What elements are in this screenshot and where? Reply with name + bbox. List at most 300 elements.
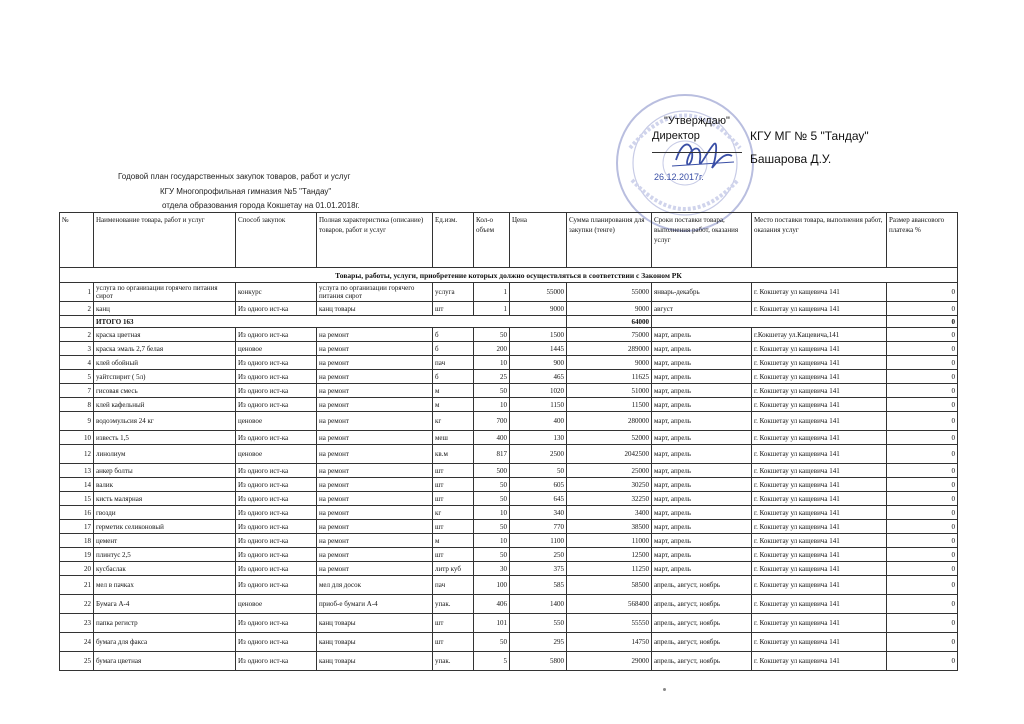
table-cell: 16 <box>60 506 94 520</box>
signature-line <box>652 152 742 153</box>
table-cell: г. Кокшетау ул кащевича 141 <box>752 614 887 633</box>
table-cell: шт <box>433 520 474 534</box>
table-row <box>60 506 958 520</box>
table-cell: Из одного ист-ка <box>236 398 317 412</box>
table-cell: апрель, август, ноябрь <box>652 595 752 614</box>
table-cell: март, апрель <box>652 548 752 562</box>
table-cell: 15 <box>60 492 94 506</box>
table-cell: на ремонт <box>317 548 433 562</box>
table-cell: 0 <box>887 534 958 548</box>
table-cell: 25 <box>60 652 94 671</box>
column-header: Ед.изм. <box>433 213 474 268</box>
table-cell: на ремонт <box>317 328 433 342</box>
table-cell: 30250 <box>567 478 652 492</box>
table-cell: Из одного ист-ка <box>236 534 317 548</box>
table-row <box>60 445 958 464</box>
table-cell: 585 <box>510 576 567 595</box>
table-cell: 568400 <box>567 595 652 614</box>
plan-title-line3: отдела образования города Кокшетау на 01.01.2018г. <box>162 201 360 210</box>
table-cell: 8 <box>60 398 94 412</box>
table-row <box>60 328 958 342</box>
table-cell: 29000 <box>567 652 652 671</box>
table-cell: 10 <box>474 534 510 548</box>
column-header: Способ закупок <box>236 213 317 268</box>
table-cell: март, апрель <box>652 534 752 548</box>
table-cell: пач <box>433 576 474 595</box>
table-cell: на ремонт <box>317 412 433 431</box>
column-header: № <box>60 213 94 268</box>
table-cell: 0 <box>887 283 958 302</box>
table-cell: 23 <box>60 614 94 633</box>
table-cell: 13 <box>60 464 94 478</box>
table-cell: Из одного ист-ка <box>236 464 317 478</box>
table-cell: Из одного ист-ка <box>236 562 317 576</box>
table-row <box>60 633 958 652</box>
table-cell: г. Кокшетау ул кащевича 141 <box>752 370 887 384</box>
table-cell: канц товары <box>317 302 433 316</box>
approval-heading: "Утверждаю" <box>664 115 730 127</box>
table-cell: 0 <box>887 492 958 506</box>
table-row <box>60 548 958 562</box>
table-cell: 295 <box>510 633 567 652</box>
table-cell: папка регистр <box>94 614 236 633</box>
column-header: Полная характеристика (описание) товаров, работ и услуг <box>317 213 433 268</box>
table-cell: на ремонт <box>317 562 433 576</box>
table-cell: г. Кокшетау ул кащевича 141 <box>752 431 887 445</box>
table-cell: г. Кокшетау ул кащевича 141 <box>752 492 887 506</box>
table-cell: 18 <box>60 534 94 548</box>
table-cell: март, апрель <box>652 370 752 384</box>
table-cell: апрель, август, ноябрь <box>652 633 752 652</box>
table-cell: Из одного ист-ка <box>236 633 317 652</box>
table-cell: 0 <box>887 576 958 595</box>
table-cell: 50 <box>474 520 510 534</box>
table-cell: 19 <box>60 548 94 562</box>
table-cell: шт <box>433 633 474 652</box>
table-cell: 500 <box>474 464 510 478</box>
table-row <box>60 283 958 302</box>
column-header: Размер авансового платежа % <box>887 213 958 268</box>
table-cell: 0 <box>887 520 958 534</box>
table-cell: на ремонт <box>317 478 433 492</box>
table-cell: 55000 <box>510 283 567 302</box>
table-cell: 0 <box>887 398 958 412</box>
table-cell: валик <box>94 478 236 492</box>
table-cell: 10 <box>474 506 510 520</box>
table-cell: м <box>433 384 474 398</box>
table-cell: 52000 <box>567 431 652 445</box>
table-cell: 1500 <box>510 328 567 342</box>
table-cell: г. Кокшетау ул кащевича 141 <box>752 652 887 671</box>
table-cell: март, апрель <box>652 478 752 492</box>
table-cell: ценовое <box>236 595 317 614</box>
table-cell: 340 <box>510 506 567 520</box>
table-cell: упак. <box>433 652 474 671</box>
table-cell: 10 <box>60 431 94 445</box>
table-row <box>60 370 958 384</box>
column-header: Кол-о объем <box>474 213 510 268</box>
table-cell: конкурс <box>236 283 317 302</box>
table-cell: 1150 <box>510 398 567 412</box>
table-cell: услуга по организации горячего питания сирот <box>94 283 236 302</box>
column-header: Сроки поставки товара, выполнения работ, оказания услуг <box>652 213 752 268</box>
table-cell: бумага для факса <box>94 633 236 652</box>
table-body <box>60 268 958 671</box>
table-cell: 11500 <box>567 398 652 412</box>
table-cell: 17 <box>60 520 94 534</box>
table-cell: Из одного ист-ка <box>236 520 317 534</box>
table-cell: 0 <box>887 384 958 398</box>
table-cell: 10 <box>474 356 510 370</box>
table-cell: услуга по организации горячего питания сирот <box>317 283 433 302</box>
table-cell: гвозди <box>94 506 236 520</box>
table-cell: г. Кокшетау ул кащевича 141 <box>752 576 887 595</box>
table-cell: 9000 <box>510 302 567 316</box>
table-cell: 20 <box>60 562 94 576</box>
table-cell: канц товары <box>317 614 433 633</box>
table-cell: шт <box>433 478 474 492</box>
table-cell: 406 <box>474 595 510 614</box>
table-cell: г. Кокшетау ул кащевича 141 <box>752 398 887 412</box>
table-cell: Из одного ист-ка <box>236 478 317 492</box>
section-title: Товары, работы, услуги, приобретение которых должно осуществляться в соответствии с Законом РК <box>60 268 958 283</box>
table-cell: март, апрель <box>652 328 752 342</box>
table-cell: Из одного ист-ка <box>236 302 317 316</box>
table-cell: 0 <box>887 412 958 431</box>
table-cell: на ремонт <box>317 464 433 478</box>
table-cell: 9 <box>60 412 94 431</box>
table-cell: упак. <box>433 595 474 614</box>
table-row <box>60 614 958 633</box>
table-cell: 14750 <box>567 633 652 652</box>
table-cell: г. Кокшетау ул кащевича 141 <box>752 356 887 370</box>
table-cell: 550 <box>510 614 567 633</box>
table-cell: шт <box>433 614 474 633</box>
table-cell: 12500 <box>567 548 652 562</box>
table-cell: 1445 <box>510 342 567 356</box>
approval-date: 26.12.2017г. <box>654 172 704 182</box>
table-cell: Из одного ист-ка <box>236 356 317 370</box>
table-cell: канц <box>94 302 236 316</box>
table-cell: 25 <box>474 370 510 384</box>
table-cell: кв.м <box>433 445 474 464</box>
procurement-plan-table <box>59 212 958 671</box>
table-cell: 0 <box>887 445 958 464</box>
table-cell: Из одного ист-ка <box>236 548 317 562</box>
table-cell: герметик селиконовый <box>94 520 236 534</box>
table-cell: м <box>433 534 474 548</box>
table-cell: 0 <box>887 342 958 356</box>
table-row <box>60 464 958 478</box>
table-cell: канц товары <box>317 633 433 652</box>
column-header: Наименование товара, работ и услуг <box>94 213 236 268</box>
table-cell: 250 <box>510 548 567 562</box>
table-cell: на ремонт <box>317 506 433 520</box>
table-row <box>60 595 958 614</box>
table-cell: г. Кокшетау ул кащевича 141 <box>752 445 887 464</box>
table-cell: январь-декабрь <box>652 283 752 302</box>
table-cell: 50 <box>474 328 510 342</box>
table-cell: г. Кокшетау ул кащевича 141 <box>752 506 887 520</box>
total-cell <box>60 316 94 328</box>
table-cell: Из одного ист-ка <box>236 652 317 671</box>
table-cell: 0 <box>887 506 958 520</box>
table-cell: март, апрель <box>652 445 752 464</box>
column-header: Цена <box>510 213 567 268</box>
table-cell: 75000 <box>567 328 652 342</box>
table-row <box>60 520 958 534</box>
table-cell: уайтспирит ( 5л) <box>94 370 236 384</box>
table-cell: гисовая смесь <box>94 384 236 398</box>
table-cell: 9000 <box>567 356 652 370</box>
table-cell: 0 <box>887 562 958 576</box>
table-cell: 0 <box>887 548 958 562</box>
table-cell: г. Кокшетау ул кащевича 141 <box>752 562 887 576</box>
table-cell: Из одного ист-ка <box>236 576 317 595</box>
table-cell: Из одного ист-ка <box>236 614 317 633</box>
column-header: Сумма планирования для закупки (тенге) <box>567 213 652 268</box>
table-cell: март, апрель <box>652 506 752 520</box>
table-cell: 400 <box>474 431 510 445</box>
table-cell: 130 <box>510 431 567 445</box>
table-cell: Из одного ист-ка <box>236 328 317 342</box>
table-cell: 0 <box>887 328 958 342</box>
total-cell: 0 <box>887 316 958 328</box>
table-cell: 0 <box>887 652 958 671</box>
table-cell: 1020 <box>510 384 567 398</box>
table-cell: 5800 <box>510 652 567 671</box>
table-cell: март, апрель <box>652 342 752 356</box>
table-cell: март, апрель <box>652 464 752 478</box>
table-cell: 100 <box>474 576 510 595</box>
table-cell: анкер болты <box>94 464 236 478</box>
table-row <box>60 576 958 595</box>
table-cell: г. Кокшетау ул кащевича 141 <box>752 548 887 562</box>
table-cell: кисть малярная <box>94 492 236 506</box>
table-cell: 0 <box>887 633 958 652</box>
table-cell: г. Кокшетау ул кащевича 141 <box>752 283 887 302</box>
table-cell: г. Кокшетау ул кащевича 141 <box>752 534 887 548</box>
table-cell: 605 <box>510 478 567 492</box>
table-cell: 50 <box>474 384 510 398</box>
table-cell: 11625 <box>567 370 652 384</box>
table-cell: март, апрель <box>652 492 752 506</box>
approval-org: КГУ МГ № 5 "Тандау" <box>750 129 869 143</box>
table-cell: услуга <box>433 283 474 302</box>
table-cell: на ремонт <box>317 342 433 356</box>
table-row <box>60 652 958 671</box>
table-cell: 7 <box>60 384 94 398</box>
approval-role: Директор <box>652 130 700 142</box>
table-cell: 2 <box>60 328 94 342</box>
table-cell: на ремонт <box>317 384 433 398</box>
table-cell: 375 <box>510 562 567 576</box>
table-cell: клей кафельный <box>94 398 236 412</box>
section-row <box>60 268 958 283</box>
table-cell: 2 <box>60 302 94 316</box>
table-cell: известь 1,5 <box>94 431 236 445</box>
table-cell: меш <box>433 431 474 445</box>
table-row <box>60 492 958 506</box>
table-cell: г. Кокшетау ул кащевича 141 <box>752 342 887 356</box>
table-cell: 3400 <box>567 506 652 520</box>
table-cell: краска цветная <box>94 328 236 342</box>
table-cell: 38500 <box>567 520 652 534</box>
table-cell: 50 <box>474 492 510 506</box>
table-cell: на ремонт <box>317 356 433 370</box>
table-cell: б <box>433 342 474 356</box>
total-cell: 64000 <box>567 316 652 328</box>
table-cell: б <box>433 328 474 342</box>
scan-dot <box>663 688 666 691</box>
table-cell: ценовое <box>236 445 317 464</box>
table-row <box>60 412 958 431</box>
table-cell: 1 <box>474 302 510 316</box>
table-cell: 12 <box>60 445 94 464</box>
table-cell: 200 <box>474 342 510 356</box>
table-cell: канц товары <box>317 652 433 671</box>
table-cell: литр куб <box>433 562 474 576</box>
table-row <box>60 534 958 548</box>
table-cell: ценовое <box>236 342 317 356</box>
table-cell: пач <box>433 356 474 370</box>
table-cell: 0 <box>887 431 958 445</box>
table-cell: 1100 <box>510 534 567 548</box>
table-cell: 51000 <box>567 384 652 398</box>
table-cell: 0 <box>887 302 958 316</box>
total-cell <box>652 316 887 328</box>
table-cell: г. Кокшетау ул кащевича 141 <box>752 520 887 534</box>
table-row <box>60 384 958 398</box>
table-cell: шт <box>433 464 474 478</box>
table-cell: 21 <box>60 576 94 595</box>
table-cell: 14 <box>60 478 94 492</box>
table-cell: 289000 <box>567 342 652 356</box>
table-cell: 101 <box>474 614 510 633</box>
table-cell: 1 <box>60 283 94 302</box>
table-cell: апрель, август, ноябрь <box>652 614 752 633</box>
table-cell: август <box>652 302 752 316</box>
table-cell: 0 <box>887 356 958 370</box>
table-cell: 700 <box>474 412 510 431</box>
table-cell: кг <box>433 506 474 520</box>
table-cell: март, апрель <box>652 356 752 370</box>
table-cell: 9000 <box>567 302 652 316</box>
table-cell: апрель, август, ноябрь <box>652 576 752 595</box>
table-cell: шт <box>433 492 474 506</box>
table-cell: на ремонт <box>317 534 433 548</box>
table-cell: 11250 <box>567 562 652 576</box>
total-row <box>60 316 958 328</box>
table-cell: 0 <box>887 464 958 478</box>
table-cell: 1400 <box>510 595 567 614</box>
table-cell: 770 <box>510 520 567 534</box>
table-cell: 0 <box>887 478 958 492</box>
plan-title-line1: Годовой план государственных закупок товаров, работ и услуг <box>118 172 351 181</box>
plan-title-line2: КГУ Многопрофильная гимназия №5 "Тандау" <box>160 187 332 196</box>
table-cell: 58500 <box>567 576 652 595</box>
table-cell: Из одного ист-ка <box>236 492 317 506</box>
table-cell: 3 <box>60 342 94 356</box>
table-cell: г. Кокшетау ул кащевича 141 <box>752 478 887 492</box>
table-cell: краска эмаль 2,7 белая <box>94 342 236 356</box>
table-cell: г. Кокшетау ул кащевича 141 <box>752 384 887 398</box>
column-header: Место поставки товара, выполнения работ, оказания услуг <box>752 213 887 268</box>
table-cell: март, апрель <box>652 431 752 445</box>
table-cell: бумага цветная <box>94 652 236 671</box>
table-cell: март, апрель <box>652 384 752 398</box>
table-cell: кг <box>433 412 474 431</box>
table-cell: март, апрель <box>652 562 752 576</box>
table-cell: 1 <box>474 283 510 302</box>
table-cell: март, апрель <box>652 398 752 412</box>
table-cell: март, апрель <box>652 520 752 534</box>
table-cell: шт <box>433 302 474 316</box>
table-cell: 5 <box>474 652 510 671</box>
table-cell: мел в пачках <box>94 576 236 595</box>
table-row <box>60 342 958 356</box>
table-cell: на ремонт <box>317 370 433 384</box>
table-cell: 2042500 <box>567 445 652 464</box>
table-cell: 0 <box>887 614 958 633</box>
total-cell: ИТОГО 163 <box>94 316 567 328</box>
table-cell: г. Кокшетау ул кащевича 141 <box>752 412 887 431</box>
table-cell: 32250 <box>567 492 652 506</box>
table-cell: 645 <box>510 492 567 506</box>
table-cell: г.Кокшетау ул.Кащевича,141 <box>752 328 887 342</box>
table-cell: 11000 <box>567 534 652 548</box>
table-row <box>60 478 958 492</box>
table-cell: цемент <box>94 534 236 548</box>
table-cell: плинтус 2,5 <box>94 548 236 562</box>
table-cell: апрель, август, ноябрь <box>652 652 752 671</box>
table-cell: г. Кокшетау ул кащевича 141 <box>752 633 887 652</box>
table-cell: на ремонт <box>317 520 433 534</box>
table-cell: г. Кокшетау ул кащевича 141 <box>752 595 887 614</box>
table-cell: Из одного ист-ка <box>236 506 317 520</box>
table-cell: мел для досок <box>317 576 433 595</box>
table-cell: 0 <box>887 370 958 384</box>
approval-name: Башарова Д.У. <box>750 152 832 166</box>
table-row <box>60 356 958 370</box>
table-cell: 55000 <box>567 283 652 302</box>
table-cell: на ремонт <box>317 492 433 506</box>
table-cell: г. Кокшетау ул кащевича 141 <box>752 302 887 316</box>
table-cell: 25000 <box>567 464 652 478</box>
table-row <box>60 562 958 576</box>
table-cell: 24 <box>60 633 94 652</box>
table-cell: 900 <box>510 356 567 370</box>
table-cell: шт <box>433 548 474 562</box>
table-cell: Из одного ист-ка <box>236 384 317 398</box>
table-row <box>60 431 958 445</box>
table-cell: клей обойный <box>94 356 236 370</box>
table-cell: 30 <box>474 562 510 576</box>
table-cell: на ремонт <box>317 398 433 412</box>
table-cell: г. Кокшетау ул кащевича 141 <box>752 464 887 478</box>
table-cell: март, апрель <box>652 412 752 431</box>
table-cell: 50 <box>474 478 510 492</box>
table-cell: линолиум <box>94 445 236 464</box>
table-cell: 50 <box>474 633 510 652</box>
table-cell: Из одного ист-ка <box>236 431 317 445</box>
table-cell: 280000 <box>567 412 652 431</box>
table-row <box>60 398 958 412</box>
table-cell: приоб-е бумаги А-4 <box>317 595 433 614</box>
table-cell: 400 <box>510 412 567 431</box>
table-cell: 5 <box>60 370 94 384</box>
table-cell: м <box>433 398 474 412</box>
